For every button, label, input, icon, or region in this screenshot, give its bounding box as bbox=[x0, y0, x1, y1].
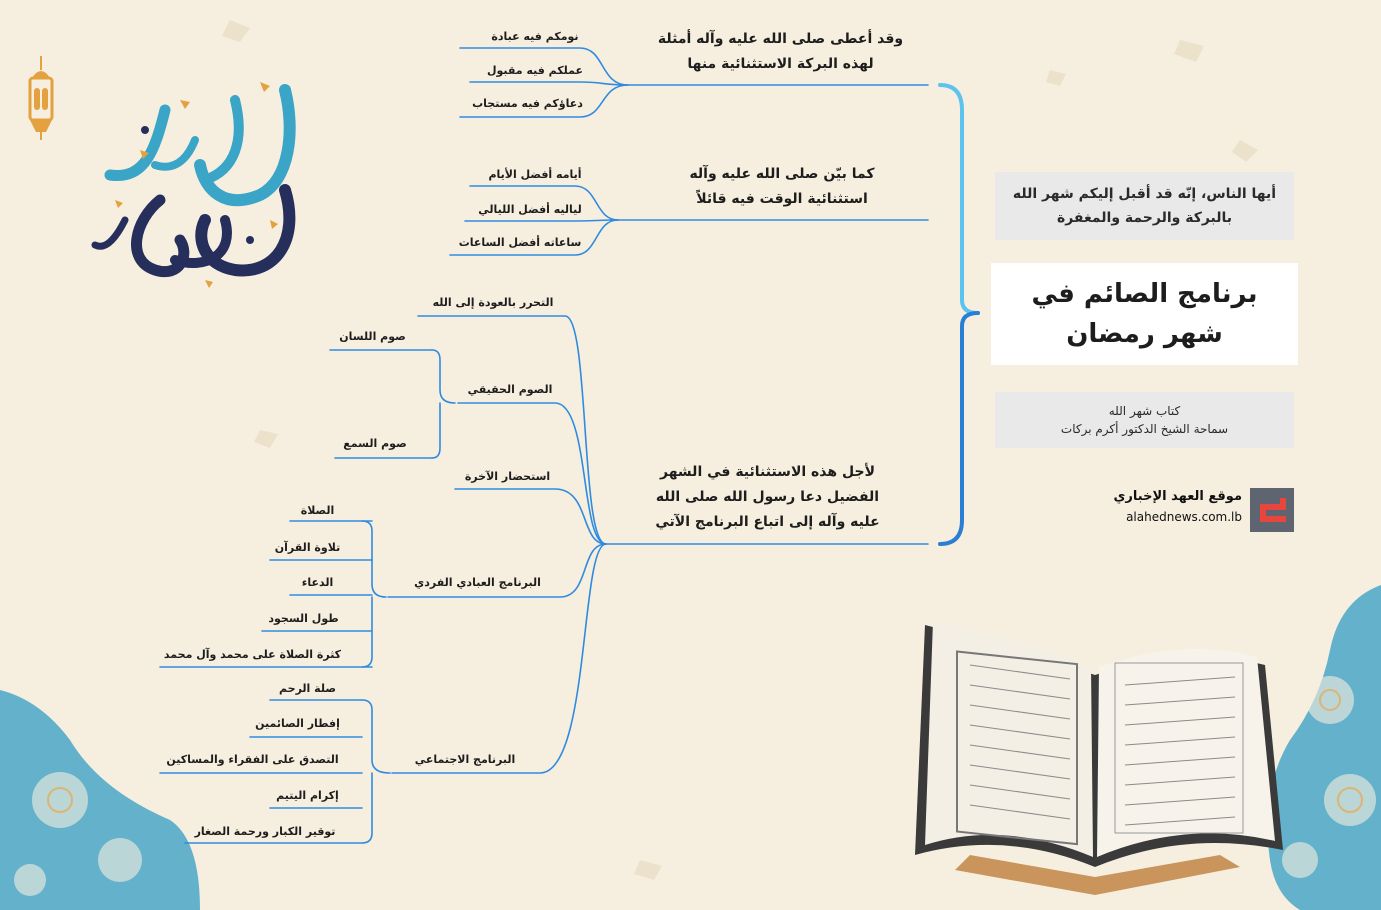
leaf-deeds-accepted: عملكم فيه مقبول bbox=[486, 64, 584, 77]
author-name: سماحة الشيخ الدكتور أكرم بركات bbox=[1060, 422, 1229, 436]
leaf-best-nights: لياليه أفضل الليالي bbox=[478, 203, 582, 216]
book-title: كتاب شهر الله bbox=[1108, 404, 1181, 418]
sub-long-prostration: طول السجود bbox=[268, 612, 339, 625]
program-remember-hereafter: استحضار الآخرة bbox=[464, 470, 551, 483]
intro-text: أيها الناس، إنّه قد أقبل إليكم شهر الله بالبركة والرحمة والمغفرة bbox=[1012, 186, 1277, 226]
alahed-logo-icon bbox=[1250, 488, 1294, 532]
sub-prayer: الصلاة bbox=[300, 504, 335, 517]
brand-name[interactable]: موقع العهد الإخباري bbox=[1113, 489, 1242, 504]
program-true-fasting: الصوم الحقيقي bbox=[467, 383, 553, 396]
bracket-individual-worship bbox=[362, 521, 386, 667]
quran-book-icon bbox=[895, 605, 1300, 900]
sub-salawat: كثرة الصلاة على محمد وآل محمد bbox=[163, 648, 342, 661]
sub-respect-elders: توقير الكبار ورحمة الصغار bbox=[194, 825, 336, 838]
brand-url[interactable]: alahednews.com.lb bbox=[1126, 510, 1242, 524]
program-individual-worship: البرنامج العبادي الفردي bbox=[414, 576, 541, 589]
leaf-sleep-worship: نومكم فيه عبادة bbox=[491, 30, 579, 43]
leaf-best-days: أيامه أفضل الأيام bbox=[488, 168, 582, 181]
sub-supplication: الدعاء bbox=[301, 576, 334, 589]
branch-blessing-text: وقد أعطى صلى الله عليه وآله أمثلة لهذه البركة الاستثنائية منها bbox=[657, 31, 904, 72]
source-card bbox=[995, 392, 1294, 448]
bracket-social bbox=[362, 700, 390, 843]
title-card bbox=[991, 263, 1298, 365]
branch-time-connector-1 bbox=[465, 220, 618, 221]
bracket-true-fasting bbox=[432, 350, 455, 458]
sub-kinship: صلة الرحم bbox=[279, 682, 336, 695]
main-bracket-lower bbox=[940, 313, 978, 544]
sub-feed-fasters: إفطار الصائمين bbox=[255, 717, 340, 730]
sub-fasting-hearing: صوم السمع bbox=[343, 437, 407, 450]
program-return-to-god: التحرر بالعودة إلى الله bbox=[432, 296, 554, 309]
sub-charity: التصدق على الفقراء والمساكين bbox=[166, 753, 339, 766]
leaf-best-hours: ساعاته أفضل الساعات bbox=[458, 236, 582, 249]
branch-program-text: لأجل هذه الاستثنائية في الشهر الفضيل دعا رسول الله صلى الله عليه وآله إلى اتباع البرنامج الآتي bbox=[655, 464, 880, 530]
sub-fasting-tongue: صوم اللسان bbox=[339, 330, 406, 343]
branch-time-text: كما بيّن صلى الله عليه وآله استثنائية الوقت فيه قائلاً bbox=[689, 166, 875, 207]
sub-quran-recitation: تلاوة القرآن bbox=[274, 541, 341, 554]
program-social: البرنامج الاجتماعي bbox=[414, 753, 516, 766]
sub-honor-orphan: إكرام اليتيم bbox=[276, 789, 339, 802]
intro-card bbox=[995, 172, 1294, 240]
main-bracket-upper bbox=[940, 85, 978, 313]
leaf-prayers-answered: دعاؤكم فيه مستجاب bbox=[472, 97, 583, 110]
page-title: برنامج الصائم في شهر رمضان bbox=[1031, 279, 1258, 349]
branch-program-connector-0 bbox=[418, 316, 606, 544]
branch-blessing-connector-1 bbox=[470, 82, 628, 85]
branch-program-connector-2 bbox=[455, 489, 606, 544]
